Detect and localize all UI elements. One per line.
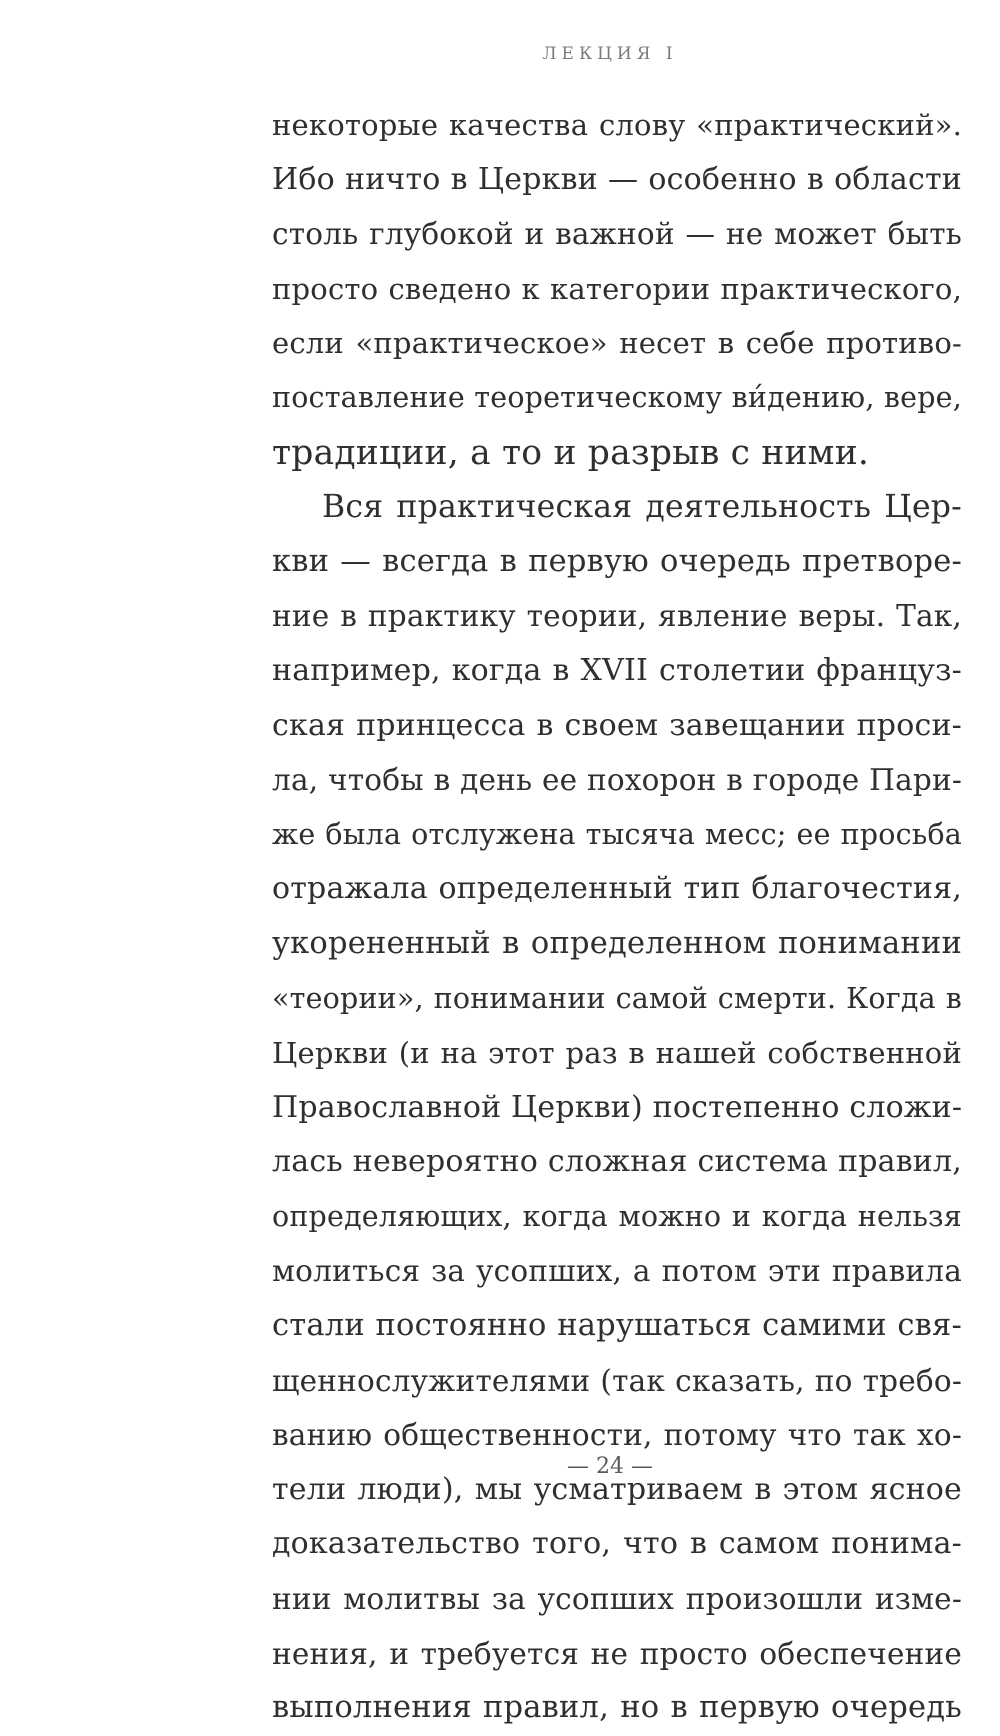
text-line: Православной Церкви) постепенно сложи-: [272, 1089, 963, 1125]
text-line: ванию общественности, потому что так хо-: [272, 1418, 962, 1453]
text-line: молиться за усопших, а потом эти правила: [272, 1254, 962, 1289]
text-line: укорененный в определенном понимании: [272, 925, 962, 961]
running-head: ЛЕКЦИЯ I: [542, 44, 678, 64]
text-line: Ибо ничто в Церкви — особенно в области: [272, 161, 962, 197]
text-line: Церкви (и на этот раз в нашей собственной: [272, 1036, 962, 1071]
text-line: лась невероятно сложная система правил,: [272, 1144, 962, 1180]
text-line: «теории», понимании самой смерти. Когда в: [272, 981, 962, 1015]
text-line: нии молитвы за усопших произошли изме-: [272, 1582, 962, 1617]
text-line: же была отслужена тысяча месс; ее просьба: [272, 817, 962, 851]
text-line: ла, чтобы в день ее похорон в городе Пари-: [272, 763, 962, 798]
text-line: выполнения правил, но в первую очередь: [272, 1690, 962, 1726]
body-text: [272, 98, 962, 1736]
paragraph-start-line: Вся практическая деятельность Цер-: [322, 489, 962, 526]
text-line: некоторые качества слову «практический».: [272, 108, 962, 142]
text-line: нения, и требуется не просто обеспечение: [272, 1636, 962, 1671]
text-line: например, когда в XVII столетии француз-: [272, 652, 962, 688]
text-line: если «практическое» несет в себе противо-: [272, 326, 962, 361]
text-line: отражала определенный тип благочестия,: [272, 871, 962, 907]
text-line: поставление теоретическому ви́дению, вере,: [272, 380, 962, 414]
text-line: просто сведено к категории практического,: [272, 271, 962, 306]
text-line: кви — всегда в первую очередь претворе-: [272, 543, 962, 579]
text-line: ние в практику теории, явление веры. Так,: [272, 599, 962, 634]
text-line: стали постоянно нарушаться самими свя-: [272, 1308, 962, 1344]
text-line: определяющих, когда можно и когда нельзя: [272, 1199, 962, 1233]
text-line: столь глубокой и важной — не может быть: [272, 217, 962, 252]
text-line: ская принцесса в своем завещании проси-: [272, 707, 962, 743]
text-line: доказательство того, что в самом понима-: [272, 1526, 962, 1562]
text-line: тели люди), мы усматриваем в этом ясное: [272, 1471, 962, 1507]
text-line: щеннослужителями (так сказать, по требо-: [272, 1363, 962, 1398]
text-line: традиции, а то и разрыв с ними.: [272, 432, 870, 473]
page-number: — 24 —: [567, 1454, 653, 1479]
